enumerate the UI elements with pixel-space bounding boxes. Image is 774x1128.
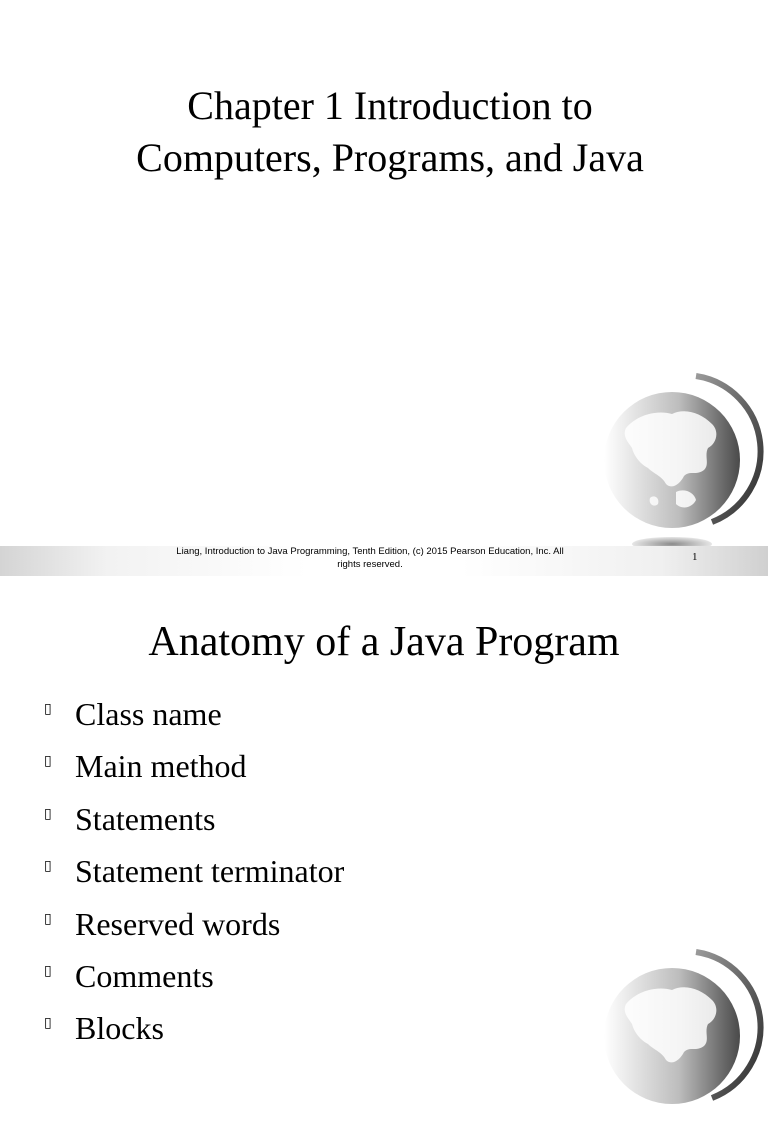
footer-line: rights reserved. [337, 559, 403, 570]
list-item-text: Reserved words [75, 905, 281, 942]
bullet-icon: ▯ [44, 1015, 52, 1032]
list-item-text: Statements [75, 800, 216, 837]
footer-line: Liang, Introduction to Java Programming, Tenth Edition, (c) 2015 Pearson Education, Inc. All [176, 546, 564, 557]
list-item [44, 904, 344, 956]
bullet-icon: ▯ [44, 858, 52, 875]
title-line: Chapter 1 Introduction to [187, 83, 593, 128]
list-item [44, 799, 344, 851]
slide-title [6, 80, 774, 184]
list-item-text: Class name [75, 696, 222, 732]
list-item [44, 1008, 344, 1060]
list-item [44, 956, 344, 1008]
list-item [44, 746, 344, 798]
list-item-text: Blocks [75, 1010, 164, 1047]
slide-title: Anatomy of a Java Program [148, 619, 620, 665]
title-line: Computers, Programs, and Java [136, 135, 644, 180]
page-number: 1 [692, 551, 698, 563]
bullet-icon: ▯ [44, 701, 52, 717]
list-item [44, 851, 344, 903]
list-item-text: Statement terminator [75, 853, 345, 890]
list-item-text: Comments [75, 957, 214, 994]
bullet-icon: ▯ [44, 910, 52, 927]
list-item [44, 694, 344, 746]
globe-icon [592, 948, 752, 1128]
bullet-list [44, 694, 344, 1061]
slide-2 [0, 576, 768, 1047]
bullet-icon: ▯ [44, 805, 52, 822]
footer-copyright [150, 545, 590, 571]
globe-icon [592, 372, 752, 552]
list-item-text: Main method [75, 748, 247, 785]
bullet-icon: ▯ [44, 962, 52, 979]
bullet-icon: ▯ [44, 753, 52, 770]
